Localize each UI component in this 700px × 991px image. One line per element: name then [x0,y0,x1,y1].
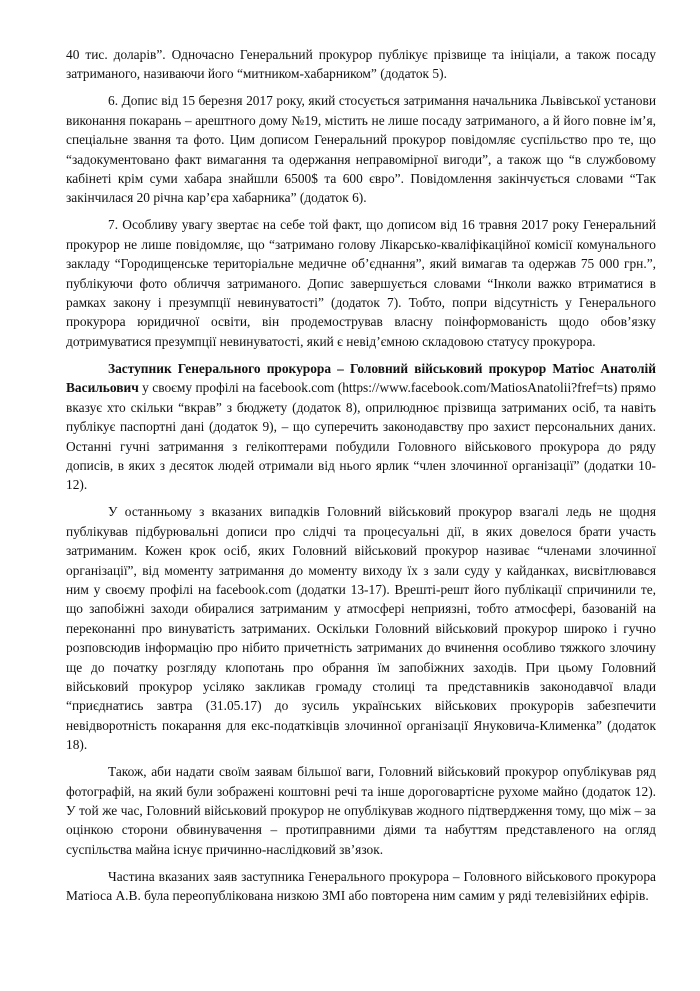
paragraph-continuation: 40 тис. доларів”. Одночасно Генеральний прокурор публікує прізвище та ініціали, а також посаду затриманого, називаючи його “митником-хабарником” (додаток 5). [66,47,656,82]
paragraph-media-republication: Частина вказаних заяв заступника Генерального прокурора – Головного військового прокурора Матіоса А.В. була переопублікована низкою ЗМІ або повторена ним самим у ряді телевізійних ефірів. [66,868,656,904]
paragraph-item-6: 6. Допис від 15 березня 2017 року, який стосується затримання начальника Львівської установи виконання покарань – арештного дому №19, містить не лише посаду затриманого, а й його повне ім’я, спеціальне звання та фото. Цим дописом Генеральний прокурор повідомляє суспільство про те, що “задокументовано факт вимагання та одержання неправомірної вигоди”, а також що “в службовому кабінеті крім суми хабара знайшли 6500$ та 600 євро”. Повідомлення закінчується словами “Так закінчилася 20 річна кар’єра хабарника” (додаток 6). [66,93,656,206]
deputy-prosecutor-name: Заступник Генерального прокурора – Головний військовий прокурор Матіос Анатолій Васильович [66,360,656,396]
facebook-profile-link[interactable]: https://www.facebook.com/MatiosAnatolii?fref=ts [342,380,613,396]
paragraph-item-7: 7. Особливу увагу звертає на себе той факт, що дописом від 16 травня 2017 року Генеральний прокурор не лише повідомляє, що “затримано голову Лікарсько-кваліфікаційної комісії комунального закладу “Городищенське територіальне медичне об’єднання”, який вимагав та одержав 75 000 грн.”, публікуючи фото обличчя затриманого. Допис завершується словами “Інколи важко втриматися в рамках закону і презумпції невинуватості” (додаток 7). Тобто, попри відсутність у Генерального прокурора юридичної освіти, він продемострував власну поінформованість щодо обов’язку дотримуватися презумпції невинуватості, який є невід’ємною складовою статусу прокурора. [66,217,656,349]
paragraph-latest-case: У останньому з вказаних випадків Головний військовий прокурор взагалі ледь не щодня публікував підбурювальні дописи про слідчі та процесуальні дії, в яких довелося брати участь затриманим. Кожен крок осіб, яких Головний військовий прокурор називає “членами злочинної організації”, від моменту затримання до моменту виходу їх з зали суду у кайданках, висвітлювався ним у своєму профілі на facebook.com (додатки 13-17). Врешті-решт його публікації спричинили те, що запобіжні заходи обиралися затриманим у атмосфері неприязні, тобто атмосфері, базованій на переконанні про винуватість затриманих. Оскільки Головний військовий прокурор широко і гучно розповсюдив інформацію про нібито причетність затриманих до вчинення особливо тяжкого злочину ще до початку розгляду клопотань про обрання їм запобіжних заходів. При цьому Головний військовий прокурор усіляко закликав громаду столиці та представників законодавчої влади “приєднатись завтра (31.05.17) до зусиль українських військових прокурорів забезпечити невідворотність покарання для екс-податківців злочинної організації Януковича-Клименка” (додаток 18). [66,504,656,753]
paragraph-deputy-prosecutor-body: ) прямо вказує хто скільки “вкрав” з бюджету (додаток 8), оприлюднює прізвища затриманих осіб, та навіть публікує паспортні дані (додаток 9), – що суперечить законодавству про захист персональних даних. Останні гучні затримання з гелікоптерами побудили Головного військового прокурора до ряду дописів, в яких з десяток людей отримали від нього ярлик “член злочинної організації” (додатки 10-12). [66,380,656,493]
profile-intro-text: у своєму профілі на facebook.com ( [138,380,343,396]
paragraph-deputy-prosecutor [66,359,656,495]
document-page [66,45,656,913]
paragraph-photos: Також, аби надати своїм заявам більшої ваги, Головний військовий прокурор опублікував ряд фотографій, на який були зображені коштовні речі та інше дороговартісне рухоме майно (додаток 12). У той же час, Головний військовий прокурор не опублікував жодного підтвердження тому, що між – за оцінкою сторони обвинувачення – протиправними діями та набуттям представленого на огляд суспільства майна існує причинно-наслідковий зв’язок. [66,764,656,857]
